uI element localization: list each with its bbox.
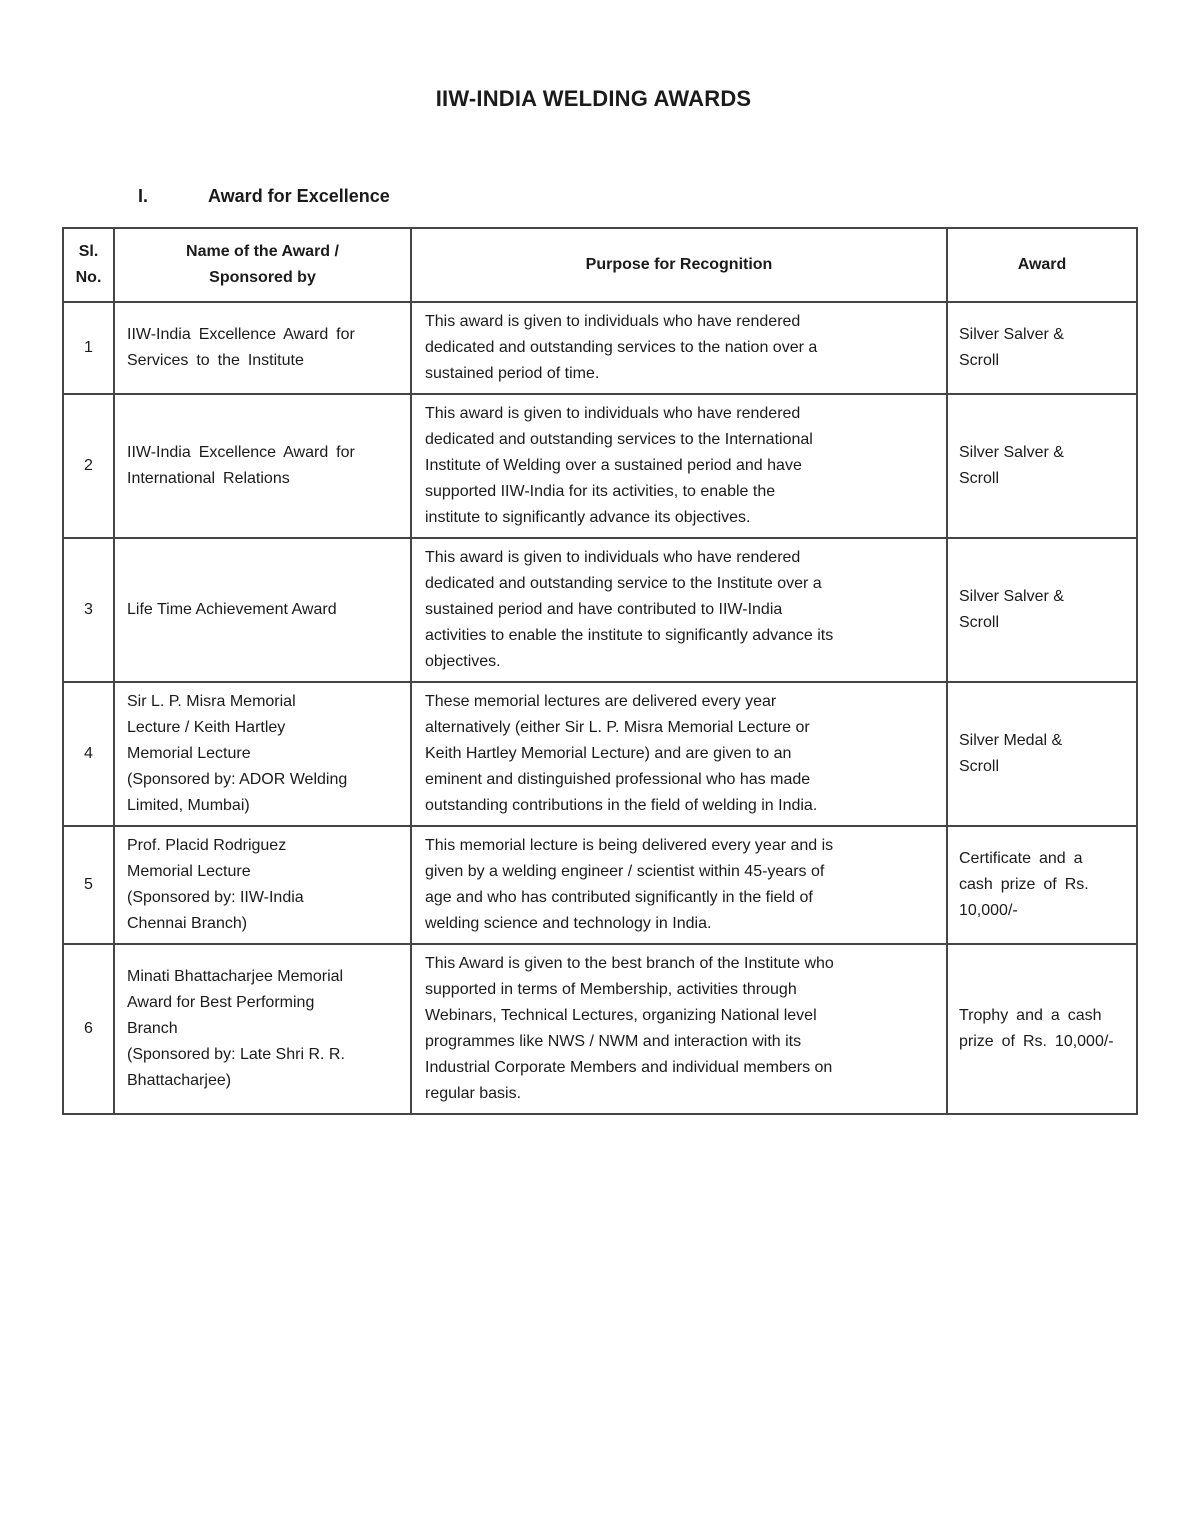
award-name-cell: Prof. Placid Rodriguez Memorial Lecture (Sponsored by: IIW-India Chennai Branch) xyxy=(114,826,411,944)
award-cell: Silver Salver & Scroll xyxy=(947,538,1137,682)
table-row xyxy=(63,944,1137,1114)
award-cell: Trophy and a cash prize of Rs. 10,000/- xyxy=(947,944,1137,1114)
award-cell: Silver Salver & Scroll xyxy=(947,394,1137,538)
sl-no-cell: 4 xyxy=(63,682,114,826)
award-cell: Silver Salver & Scroll xyxy=(947,302,1137,394)
page-title: IIW-INDIA WELDING AWARDS xyxy=(435,86,752,111)
award-name-cell: Life Time Achievement Award xyxy=(114,538,411,682)
sl-no-cell: 2 xyxy=(63,394,114,538)
sl-no-cell: 1 xyxy=(63,302,114,394)
table-row xyxy=(63,826,1137,944)
purpose-cell: These memorial lectures are delivered every year alternatively (either Sir L. P. Misra Memorial Lecture or Keith Hartley Memorial Lecture) and are given to an eminent and distinguished professional who has made outstanding contributions in the field of welding in India. xyxy=(411,682,947,826)
table-row xyxy=(63,538,1137,682)
award-name-cell: IIW-India Excellence Award for Services to the Institute xyxy=(114,302,411,394)
section-title: Award for Excellence xyxy=(208,186,390,206)
sl-no-cell: 5 xyxy=(63,826,114,944)
table-row xyxy=(63,682,1137,826)
purpose-cell: This Award is given to the best branch of the Institute who supported in terms of Membership, activities through Webinars, Technical Lectures, organizing National level programmes like NWS / NWM and interaction with its Industrial Corporate Members and individual members on regular basis. xyxy=(411,944,947,1114)
table-header-row xyxy=(63,228,1137,302)
award-cell: Certificate and a cash prize of Rs. 10,000/- xyxy=(947,826,1137,944)
purpose-cell: This award is given to individuals who have rendered dedicated and outstanding services to the International Institute of Welding over a sustained period and have supported IIW-India for its activities, to enable the institute to significantly advance its objectives. xyxy=(411,394,947,538)
purpose-cell: This memorial lecture is being delivered every year and is given by a welding engineer / scientist within 45-years of age and who has contributed significantly in the field of welding science and technology in India. xyxy=(411,826,947,944)
purpose-cell: This award is given to individuals who have rendered dedicated and outstanding services to the nation over a sustained period of time. xyxy=(411,302,947,394)
sl-no-cell: 6 xyxy=(63,944,114,1114)
sl-no-cell: 3 xyxy=(63,538,114,682)
award-cell: Silver Medal & Scroll xyxy=(947,682,1137,826)
section-heading xyxy=(138,186,1187,207)
purpose-cell: This award is given to individuals who have rendered dedicated and outstanding service to the Institute over a sustained period and have contributed to IIW-India activities to enable the institute to significantly advance its objectives. xyxy=(411,538,947,682)
table-row xyxy=(63,394,1137,538)
header-purpose: Purpose for Recognition xyxy=(411,228,947,302)
header-sl-no: Sl. No. xyxy=(63,228,114,302)
header-award: Award xyxy=(947,228,1137,302)
award-name-cell: IIW-India Excellence Award for International Relations xyxy=(114,394,411,538)
header-award-name: Name of the Award / Sponsored by xyxy=(114,228,411,302)
award-name-cell: Sir L. P. Misra Memorial Lecture / Keith Hartley Memorial Lecture (Sponsored by: ADOR Welding Limited, Mumbai) xyxy=(114,682,411,826)
award-name-cell: Minati Bhattacharjee Memorial Award for Best Performing Branch (Sponsored by: Late Shri R. R. Bhattacharjee) xyxy=(114,944,411,1114)
section-numeral: I. xyxy=(138,186,149,206)
table-row xyxy=(63,302,1137,394)
awards-table xyxy=(62,227,1138,1115)
